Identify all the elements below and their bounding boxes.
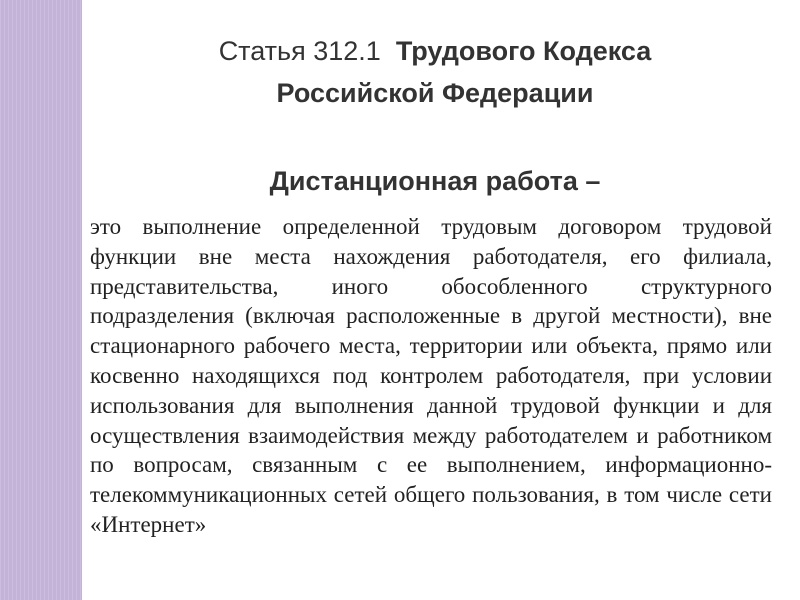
term-heading: Дистанционная работа – — [269, 166, 601, 196]
title-code-name-line2: Российской Федерации — [276, 78, 594, 108]
slide-title — [90, 30, 780, 114]
decorative-side-stripe — [0, 0, 82, 600]
definition-text: это выполнение определенной трудовым договором трудовой функции вне места нахождения работодателя, его филиала, представительства, иного обособленного структурного подразделения (включая расположенные в другой местности), вне стационарного рабочего места, территории или объекта, прямо или косвенно находящихся под контролем работодателя, при условии использования для выполнения данной трудовой функции и для осуществления взаимодействия между работодателем и работником по вопросам, связанным с ее выполнением, информационно-телекоммуникационных сетей общего пользования, в том числе сети «Интернет» — [90, 214, 772, 537]
title-article-number: Статья 312.1 — [218, 36, 381, 66]
title-code-name-line1: Трудового Кодекса — [395, 36, 652, 66]
